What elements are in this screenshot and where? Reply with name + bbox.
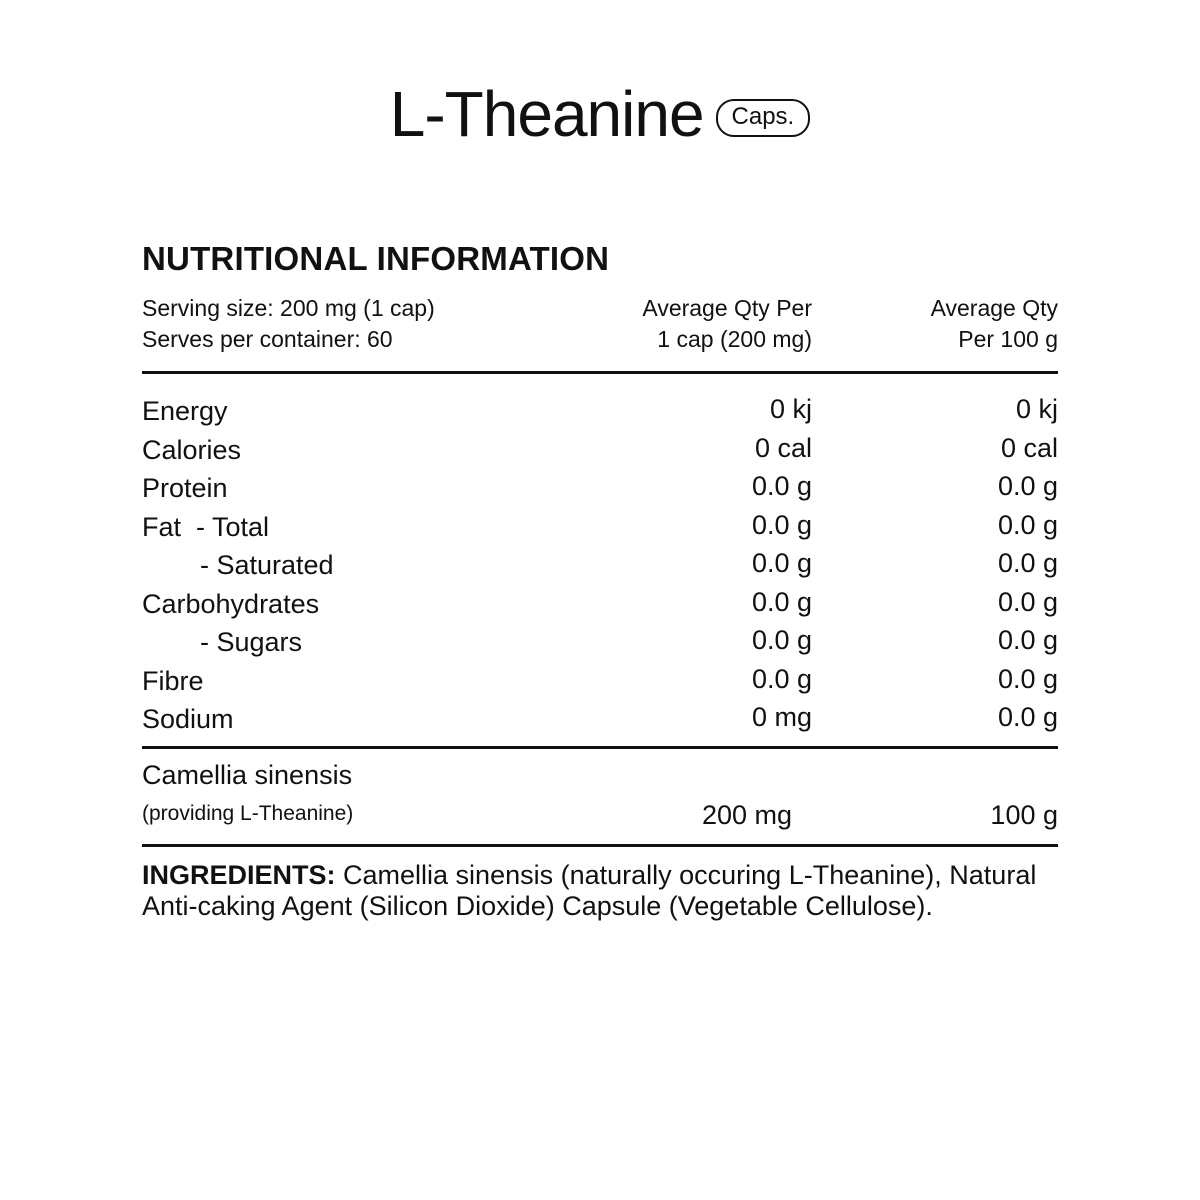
nutrient-per-serve: 0 mg	[751, 702, 812, 732]
nutrient-name: Sodium	[142, 704, 234, 734]
divider-middle	[142, 746, 1058, 749]
divider-top	[142, 371, 1058, 374]
nutrient-per-100g: 0.0 g	[997, 471, 1058, 501]
product-title-block	[0, 78, 1200, 150]
table-header	[142, 293, 1058, 357]
nutrient-per-100g: 0 kj	[1015, 394, 1058, 424]
nutrient-per-100g: 0.0 g	[997, 509, 1058, 540]
nutrient-name: Carbohydrates	[142, 588, 320, 619]
table-row	[142, 548, 1058, 587]
active-ingredient-note: (providing L-Theanine)	[142, 802, 354, 825]
table-row	[142, 394, 1058, 433]
nutrient-per-serve: 0.0 g	[751, 625, 812, 655]
table-row	[142, 510, 1058, 549]
table-row	[142, 587, 1058, 626]
ingredients-statement	[142, 860, 1042, 922]
active-ingredient-name: Camellia sinensis	[142, 760, 353, 790]
ingredients-label: INGREDIENTS:	[142, 860, 336, 890]
nutrient-per-serve: 0 cal	[754, 432, 812, 463]
nutrient-per-100g: 0.0 g	[997, 663, 1058, 694]
form-badge: Caps.	[716, 99, 811, 136]
nutrient-name: Calories	[142, 434, 242, 465]
nutrient-name: - Sugars	[200, 627, 303, 657]
nutrient-per-serve: 0.0 g	[751, 548, 812, 578]
nutrient-per-100g: 0.0 g	[997, 548, 1058, 578]
divider-bottom	[142, 844, 1058, 847]
table-row	[142, 433, 1058, 472]
nutrient-table	[142, 394, 1058, 741]
nutrient-per-serve: 0.0 g	[751, 586, 812, 617]
nutrient-name: Fibre	[142, 665, 204, 696]
nutrient-per-100g: 0.0 g	[997, 586, 1058, 617]
product-name: L-Theanine	[389, 78, 704, 150]
nutrient-per-100g: 0 cal	[1000, 432, 1058, 463]
table-row	[142, 664, 1058, 703]
nutrient-name: Fat - Total	[142, 511, 270, 542]
table-row	[142, 625, 1058, 664]
nutrient-name: Protein	[142, 473, 228, 503]
serving-info	[142, 293, 562, 355]
nutrient-name: Energy	[142, 396, 228, 426]
column-header-per-serve-line2: 1 cap (200 mg)	[657, 326, 812, 352]
table-row	[142, 702, 1058, 741]
nutrient-per-serve: 0.0 g	[751, 471, 812, 501]
ingredients-text: Camellia sinensis (naturally occuring L-Theanine), Natural Anti-caking Agent (Silicon Dioxide) Capsule (Vegetable Cellulose).	[142, 860, 1037, 921]
active-per-serve: 200 mg	[701, 800, 792, 830]
section-title: NUTRITIONAL INFORMATION	[142, 240, 610, 277]
active-per-100g: 100 g	[990, 800, 1058, 830]
column-header-per-100g-line2: Per 100 g	[958, 326, 1058, 352]
nutrient-name: - Saturated	[200, 550, 334, 580]
column-header-per-100g-line1: Average Qty	[930, 295, 1058, 321]
serving-size: Serving size: 200 mg (1 cap)	[142, 295, 435, 321]
column-header-per-serve-line1: Average Qty Per	[642, 295, 812, 321]
nutrient-per-serve: 0 kj	[769, 394, 812, 424]
nutrient-per-100g: 0.0 g	[997, 625, 1058, 655]
column-header-per-100g	[832, 293, 1058, 355]
table-row	[142, 471, 1058, 510]
serves-per-container: Serves per container: 60	[142, 326, 393, 352]
column-header-per-serve	[572, 293, 812, 355]
nutrient-per-serve: 0.0 g	[751, 663, 812, 694]
nutrient-per-serve: 0.0 g	[751, 509, 812, 540]
nutrient-per-100g: 0.0 g	[997, 702, 1058, 732]
